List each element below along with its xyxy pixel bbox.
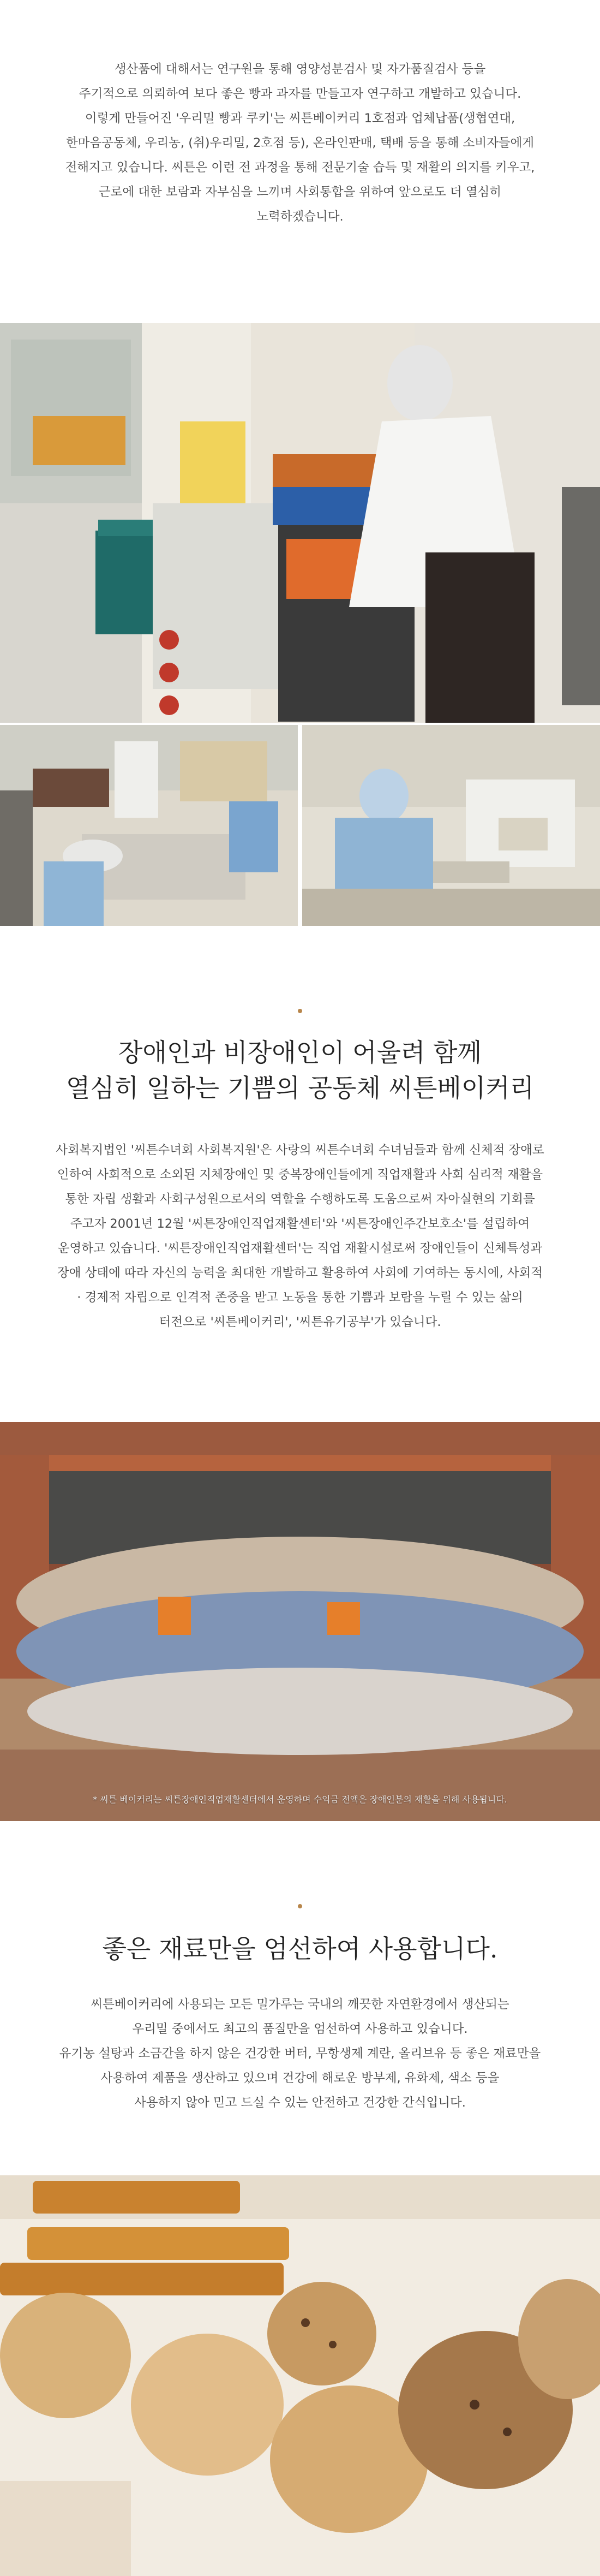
- body-line: 씨튼베이커리에 사용되는 모든 밀가루는 국내의 깨끗한 자연환경에서 생산되는: [91, 1997, 509, 2012]
- body-line: 사회복지법인 '씨튼수녀회 사회복지원'은 사랑의 씨튼수녀회 수녀님들과 함께 신체적 장애로: [56, 1143, 544, 1157]
- production-photo-large: [0, 323, 600, 723]
- group-photo-caption: * 씨튼 베이커리는 씨튼장애인직업재활센터에서 운영하며 수익금 전액은 장애인분의 재활을 위해 사용됩니다.: [93, 1794, 507, 1805]
- intro-line: 주기적으로 의뢰하여 보다 좋은 빵과 과자를 만들고자 연구하고 개발하고 있습니다.: [79, 87, 521, 101]
- body-line: · 경제적 자립으로 인격적 존중을 받고 노동을 통한 기쁨과 보람을 누릴 수 있는 삶의: [77, 1290, 523, 1305]
- body-line: 사용하지 않아 믿고 드실 수 있는 안전하고 건강한 간식입니다.: [134, 2096, 466, 2110]
- cookies-photo: [0, 2175, 600, 2576]
- intro-line: 전해지고 있습니다. 씨튼은 이런 전 과정을 통해 전문기술 습득 및 재활의 의지를 키우고,: [65, 160, 535, 175]
- section-community-title: [0, 1035, 600, 1106]
- section-ingredients-body: [0, 1992, 600, 2115]
- title-line: 장애인과 비장애인이 어울려 함께: [118, 1038, 482, 1067]
- body-line: 운영하고 있습니다. '씨튼장애인직업재활센터'는 직업 재활시설로써 장애인들이 신체특성과: [57, 1241, 543, 1256]
- intro-line: 한마음공동체, 우리농, (취)우리밀, 2호점 등), 온라인판매, 택배 등을 통해 소비자들에게: [65, 136, 535, 150]
- section-ingredients-header: [0, 1904, 600, 1967]
- body-line: 유기농 설탕과 소금간을 하지 않은 건강한 버터, 무항생제 계란, 올리브유 등 좋은 재료만을: [59, 2046, 541, 2061]
- intro-line: 이렇게 만들어진 '우리밀 빵과 쿠키'는 씨튼베이커리 1호점과 업체납품(생협연대,: [85, 111, 515, 126]
- group-photo: [0, 1422, 600, 1821]
- section-ingredients-title: [0, 1931, 600, 1967]
- intro-line: 생산품에 대해서는 연구원을 통해 영양성분검사 및 자가품질검사 등을: [114, 62, 486, 76]
- body-line: 사용하여 제품을 생산하고 있으며 건강에 해로운 방부제, 유화제, 색소 등을: [100, 2071, 500, 2085]
- body-line: 주고자 2001년 12월 '씨튼장애인직업재활센터'와 '씨튼장애인주간보호소'를 설립하여: [70, 1217, 530, 1231]
- accent-dot: [298, 1009, 302, 1013]
- section-community-body: [0, 1138, 600, 1335]
- body-line: 터전으로 '씨튼베이커리', '씨튼유기공부'가 있습니다.: [159, 1315, 441, 1329]
- section-community-header: [0, 1009, 600, 1106]
- production-photo-left: [0, 725, 298, 926]
- body-line: 인하여 사회적으로 소외된 지체장애인 및 중복장애인들에게 직업재활과 사회 심리적 재활을: [57, 1168, 543, 1182]
- intro-line: 노력하겠습니다.: [256, 210, 344, 224]
- production-photo-right: [302, 725, 600, 926]
- title-line: 열심히 일하는 기쁨의 공동체 씨튼베이커리: [65, 1073, 535, 1103]
- body-line: 우리밀 중에서도 최고의 품질만을 엄선하여 사용하고 있습니다.: [132, 2022, 468, 2036]
- body-line: 장애 상태에 따라 자신의 능력을 최대한 개발하고 활용하여 사회에 기여하는 동시에, 사회적: [57, 1266, 543, 1280]
- intro-line: 근로에 대한 보람과 자부심을 느끼며 사회통합을 위하여 앞으로도 더 열심히: [98, 185, 502, 199]
- accent-dot: [298, 1904, 302, 1908]
- intro-text: [0, 57, 600, 229]
- title-line: 좋은 재료만을 엄선하여 사용합니다.: [102, 1934, 498, 1964]
- body-line: 통한 자립 생활과 사회구성원으로서의 역할을 수행하도록 도움으로써 자아실현의 기회를: [65, 1192, 535, 1206]
